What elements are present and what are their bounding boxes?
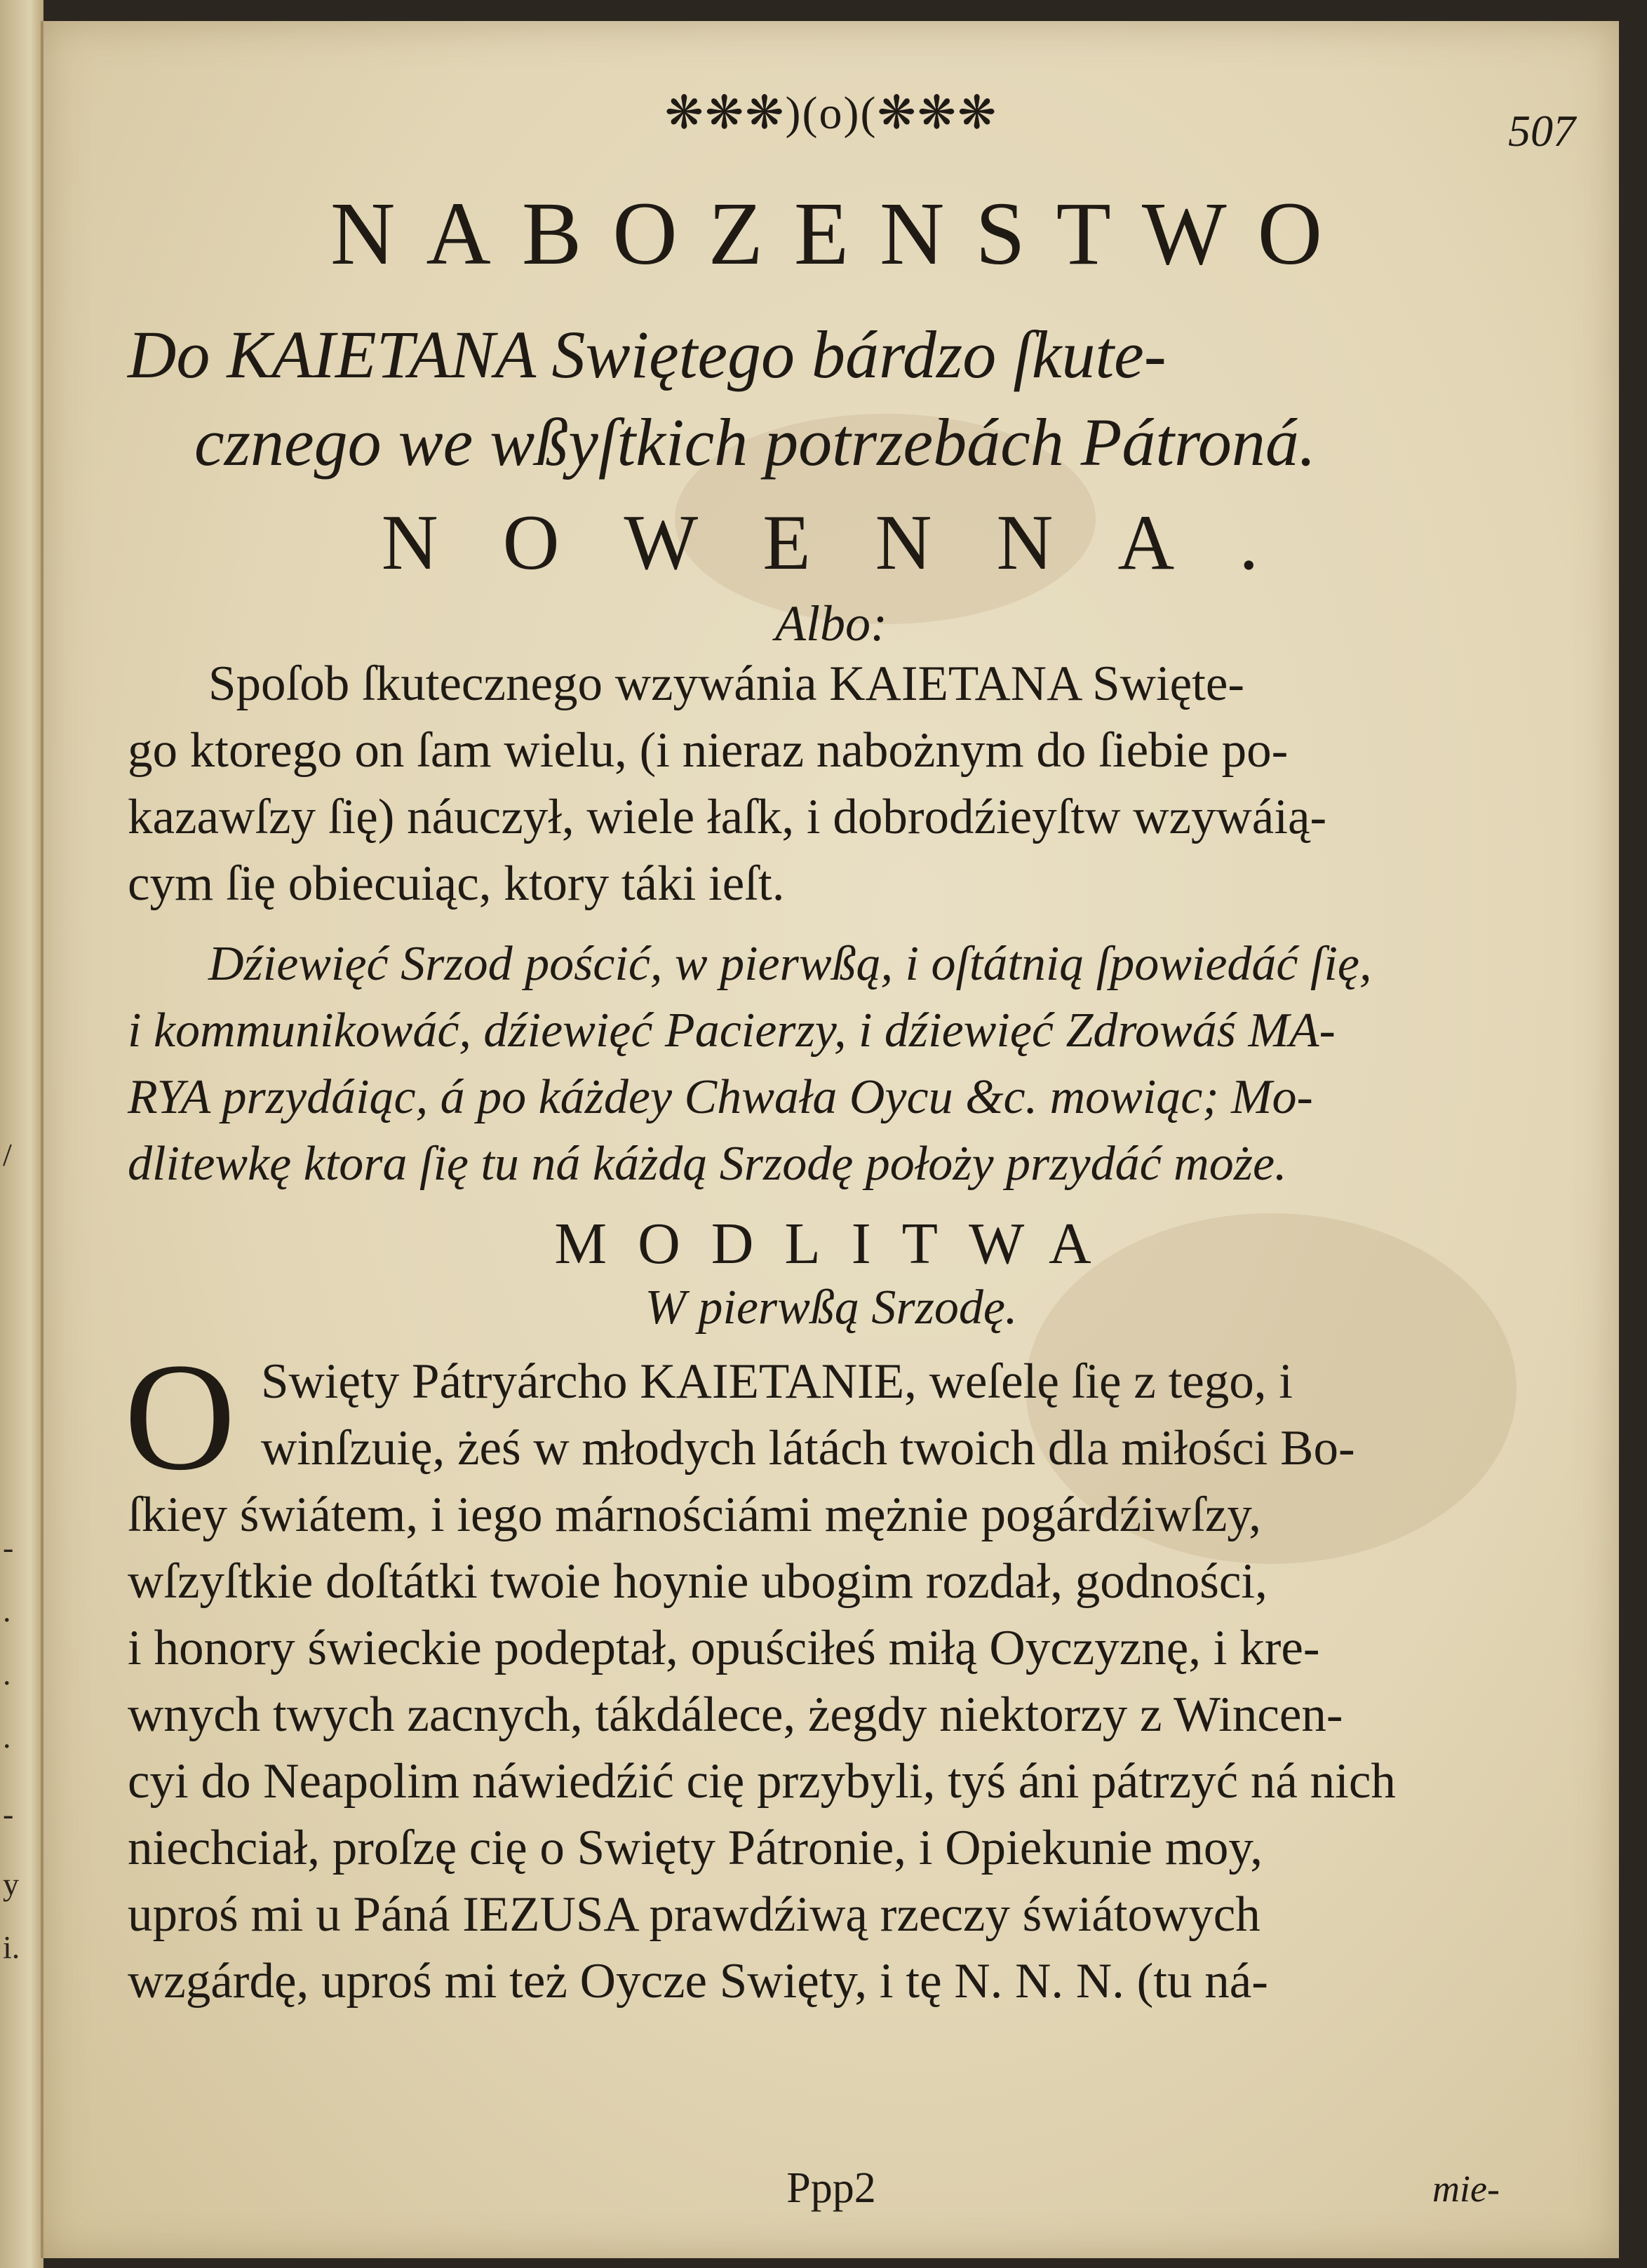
prayer-subheading: W pierwßą Srzodę.: [645, 1281, 1018, 1335]
prayer-line: ſkiey świátem, i iego márnościámi mężnie pogárdźiwſzy,: [128, 1487, 1262, 1542]
margin-glyph: y: [3, 1866, 19, 1902]
margin-glyph: /: [3, 1137, 12, 1173]
instruction-line: i kommunikowáć, dźiewięć Pacierzy, i dźiewięć Zdrowáś MA-: [128, 1004, 1336, 1058]
albo-label: Albo:: [775, 595, 887, 652]
intro-line: kazawſzy ſię) náuczył, wiele łaſk, i dobrodźieyſtw wzywáią-: [128, 790, 1327, 844]
book-page: [41, 21, 1619, 2258]
section-heading: NOWENNA.: [381, 499, 1324, 586]
prayer-line: Swięty Pátryárcho KAIETANIE, weſelę ſię z tego, i: [261, 1354, 1293, 1409]
instruction-line: RYA przydáiąc, á po káżdey Chwała Oycu &c. mowiąc; Mo-: [128, 1070, 1313, 1124]
margin-glyph: -: [3, 1796, 14, 1832]
prayer-line: winſzuię, żeś w młodych látách twoich dla miłości Bo-: [261, 1421, 1355, 1476]
prayer-line: wzgárdę, uproś mi też Oycze Swięty, i tę N. N. N. (tu ná-: [128, 1954, 1268, 2009]
intro-line: go ktorego on ſam wielu, (i nieraz nabożnym do ſiebie po-: [128, 723, 1289, 778]
margin-glyph: .: [3, 1593, 11, 1628]
left-page-edge: [0, 0, 43, 2268]
subtitle-line: Do KAIETANA Swiętego bárdzo ſkute-: [128, 317, 1167, 392]
margin-glyph: -: [3, 1530, 14, 1565]
prayer-line: uproś mi u Páná IEZUSA prawdźiwą rzeczy świátowych: [128, 1887, 1261, 1942]
instruction-line: Dźiewięć Srzod pościć, w pierwßą, i oſtátnią ſpowiedáć ſię,: [208, 937, 1372, 991]
page-number: 507: [1508, 106, 1575, 156]
prayer-line: i honory świeckie podeptał, opuściłeś miłą Oyczyznę, i kre-: [128, 1621, 1320, 1675]
signature-mark: Ppp2: [786, 2164, 876, 2212]
margin-glyph: i.: [3, 1929, 20, 1965]
margin-glyph: .: [3, 1719, 11, 1755]
prayer-line: cyi do Neapolim náwiedźić cię przybyli, tyś áni pátrzyć ná nich: [128, 1754, 1396, 1809]
intro-line: cym ſię obiecuiąc, ktory táki ieſt.: [128, 856, 785, 911]
prayer-line: wſzyſtkie doſtátki twoie hoynie ubogim rozdał, godności,: [128, 1554, 1268, 1609]
page-title: NABOZENSTWO: [330, 184, 1354, 283]
intro-line: Spoſob ſkutecznego wzywánia KAIETANA Swięte-: [208, 656, 1245, 711]
prayer-line: wnych twych zacnych, tákdálece, żegdy niektorzy z Wincen-: [128, 1687, 1343, 1742]
catchword: mie-: [1432, 2168, 1500, 2210]
instruction-line: dlitewkę ktora ſię tu ná káżdą Srzodę położy przydáć może.: [128, 1137, 1287, 1191]
prayer-line: niechciał, proſzę cię o Swięty Pátronie, i Opiekunie moy,: [128, 1821, 1263, 1875]
margin-glyph: .: [3, 1656, 11, 1692]
subtitle-line: cznego we wßyſtkich potrzebách Pátroná.: [194, 405, 1316, 480]
prayer-heading: MODLITWA: [554, 1211, 1122, 1276]
drop-cap: O: [124, 1331, 236, 1502]
header-ornament: ❋❋❋)(o)(❋❋❋: [664, 88, 998, 139]
